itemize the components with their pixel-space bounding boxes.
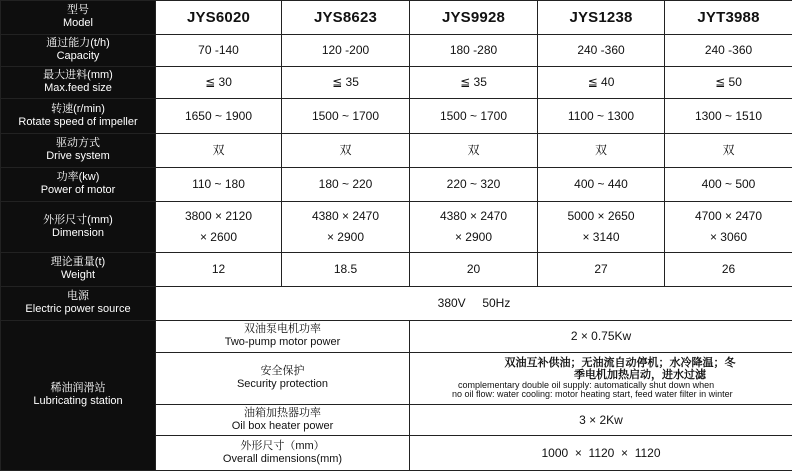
- dimension-value-line1: 3800 × 2120: [184, 209, 253, 224]
- dimension-value-line1: 4380 × 2470: [439, 209, 508, 224]
- rotate-speed-label-zh: 转速(r/min): [51, 102, 105, 115]
- dimension-value: [538, 202, 665, 253]
- overall-dimensions-label-zh: 外形尺寸（mm）: [240, 439, 325, 452]
- dimension-value-line2: × 2900: [326, 230, 365, 244]
- lubricating-station-label-zh: 稀油润滑站: [50, 382, 106, 395]
- rotate-speed-value: 1650 ~ 1900: [156, 99, 282, 134]
- dimension-label: [1, 202, 156, 253]
- two-pump-motor-power-value: 2 × 0.75Kw: [410, 321, 792, 353]
- dimension-label-zh: 外形尺寸(mm): [43, 213, 113, 226]
- lubricating-station-label-en: Lubricating station: [33, 395, 123, 407]
- weight-label: [1, 253, 156, 287]
- oil-box-heater-power-label-zh: 油箱加热器功率: [244, 406, 321, 419]
- max-feed-size-value: ≦ 40: [538, 67, 665, 99]
- power-source-row: [1, 287, 792, 321]
- security-protection-value: [410, 353, 792, 405]
- model-cell: JYS9928: [410, 1, 538, 35]
- max-feed-size-label-en: Max.feed size: [44, 82, 112, 94]
- weight-value: 18.5: [282, 253, 410, 287]
- security-protection-en-line1: complementary double oil supply: automatically shut down when: [458, 380, 715, 391]
- lubricating-station-label: [1, 321, 156, 471]
- drive-system-row: [1, 134, 792, 168]
- max-feed-size-value: ≦ 50: [665, 67, 792, 99]
- rotate-speed-label: [1, 99, 156, 134]
- capacity-label-zh: 通过能力(t/h): [46, 37, 110, 50]
- rotate-speed-value: 1100 ~ 1300: [538, 99, 665, 134]
- max-feed-size-value: ≦ 30: [156, 67, 282, 99]
- power-of-motor-label: [1, 168, 156, 202]
- power-source-label-en: Electric power source: [25, 303, 131, 315]
- dimension-value-line2: × 2600: [199, 230, 238, 244]
- model-label-en: Model: [63, 17, 93, 29]
- power-of-motor-label-en: Power of motor: [40, 184, 116, 196]
- capacity-value: 180 -280: [410, 35, 538, 67]
- overall-dimensions-value: 1000 × 1120 × 1120: [410, 436, 792, 471]
- capacity-label-en: Capacity: [56, 50, 100, 62]
- weight-value: 20: [410, 253, 538, 287]
- dimension-value: [410, 202, 538, 253]
- model-cell: JYT3988: [665, 1, 792, 35]
- security-protection-label: [156, 353, 410, 405]
- dimension-value-line2: × 3140: [582, 230, 620, 244]
- dimension-value-line2: × 3060: [709, 230, 748, 244]
- power-of-motor-value: 400 ~ 440: [538, 168, 665, 202]
- two-pump-motor-power-label-zh: 双油泵电机功率: [244, 323, 321, 336]
- dimension-value: [665, 202, 792, 253]
- oil-box-heater-power-label: [156, 405, 410, 436]
- dimension-value-line1: 5000 × 2650: [567, 209, 635, 224]
- power-source-label-zh: 电源: [67, 290, 89, 303]
- power-of-motor-label-zh: 功率(kw): [56, 171, 100, 184]
- dimension-label-en: Dimension: [52, 226, 104, 239]
- weight-value: 27: [538, 253, 665, 287]
- oil-box-heater-power-label-en: Oil box heater power: [231, 419, 334, 432]
- rotate-speed-value: 1500 ~ 1700: [282, 99, 410, 134]
- capacity-value: 240 -360: [538, 35, 665, 67]
- capacity-label: [1, 35, 156, 67]
- oil-box-heater-power-value: 3 × 2Kw: [410, 405, 792, 436]
- weight-label-zh: 理论重量(t): [50, 256, 106, 269]
- max-feed-size-value: ≦ 35: [410, 67, 538, 99]
- model-cell: JYS1238: [538, 1, 665, 35]
- model-row: [1, 1, 792, 35]
- power-source-value: 380V 50Hz: [156, 287, 792, 321]
- power-source-label: [1, 287, 156, 321]
- dimension-value-line1: 4380 × 2470: [311, 209, 380, 224]
- overall-dimensions-label: [156, 436, 410, 471]
- drive-system-value: 双: [410, 134, 538, 168]
- power-of-motor-value: 220 ~ 320: [410, 168, 538, 202]
- drive-system-value: 双: [282, 134, 410, 168]
- security-protection-zh-line1: 双油互补供油；无油流自动停机；水冷降温；冬: [504, 356, 736, 369]
- power-of-motor-value: 110 ~ 180: [156, 168, 282, 202]
- weight-value: 12: [156, 253, 282, 287]
- drive-system-label-zh: 驱动方式: [56, 137, 100, 150]
- drive-system-label: [1, 134, 156, 168]
- weight-row: [1, 253, 792, 287]
- two-pump-motor-power-label-en: Two-pump motor power: [224, 336, 341, 348]
- rotate-speed-row: [1, 99, 792, 134]
- power-of-motor-row: [1, 168, 792, 202]
- max-feed-size-row: [1, 67, 792, 99]
- rotate-speed-value: 1500 ~ 1700: [410, 99, 538, 134]
- drive-system-label-en: Drive system: [46, 150, 110, 162]
- rotate-speed-value: 1300 ~ 1510: [665, 99, 792, 134]
- max-feed-size-label: [1, 67, 156, 99]
- model-cell: JYS6020: [156, 1, 282, 35]
- security-protection-zh-line2: 季电机加热启动，进水过滤: [574, 368, 706, 381]
- power-of-motor-value: 180 ~ 220: [282, 168, 410, 202]
- max-feed-size-label-zh: 最大进料(mm): [43, 69, 113, 82]
- dimension-value: [282, 202, 410, 253]
- two-pump-motor-power-row: [1, 321, 792, 353]
- capacity-value: 240 -360: [665, 35, 792, 67]
- weight-value: 26: [665, 253, 792, 287]
- drive-system-value: 双: [156, 134, 282, 168]
- dimension-value: [156, 202, 282, 253]
- capacity-value: 70 -140: [156, 35, 282, 67]
- security-protection-en-line2: no oil flow: water cooling: motor heating start, feed water filter in winter: [452, 389, 733, 400]
- drive-system-value: 双: [665, 134, 792, 168]
- model-label-zh: 型号: [67, 4, 89, 17]
- security-protection-label-en: Security protection: [236, 378, 329, 390]
- max-feed-size-value: ≦ 35: [282, 67, 410, 99]
- model-cell: JYS8623: [282, 1, 410, 35]
- overall-dimensions-label-en: Overall dimensions(mm): [222, 452, 343, 465]
- dimension-value-line2: × 2900: [454, 230, 493, 244]
- power-of-motor-value: 400 ~ 500: [665, 168, 792, 202]
- capacity-row: [1, 35, 792, 67]
- two-pump-motor-power-label: [156, 321, 410, 353]
- dimension-row: [1, 202, 792, 253]
- model-label: [1, 1, 156, 35]
- rotate-speed-label-en: Rotate speed of impeller: [18, 115, 138, 128]
- drive-system-value: 双: [538, 134, 665, 168]
- security-protection-label-zh: 安全保护: [260, 365, 305, 378]
- capacity-value: 120 -200: [282, 35, 410, 67]
- dimension-value-line1: 4700 × 2470: [694, 209, 763, 224]
- weight-label-en: Weight: [60, 269, 96, 281]
